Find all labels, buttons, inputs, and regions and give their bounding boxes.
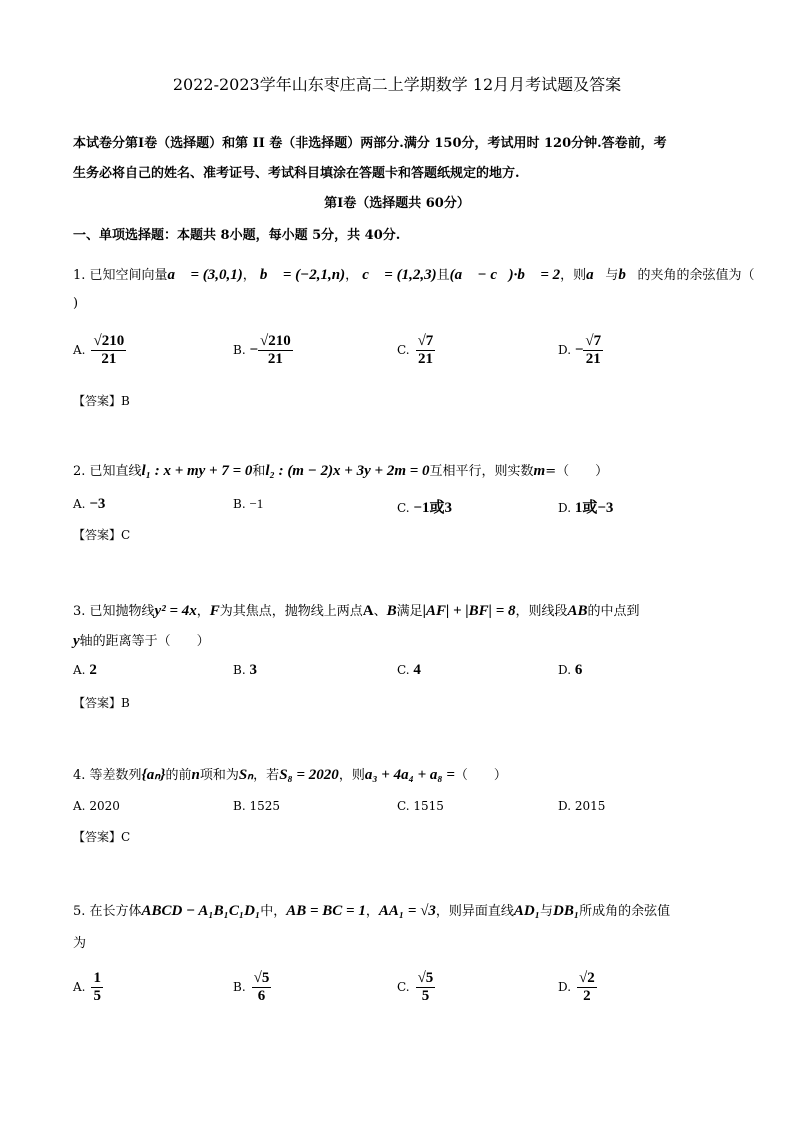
q-text: 4. 等差数列 xyxy=(73,768,142,783)
option-value: 1525 xyxy=(249,799,281,813)
math: DB₁ xyxy=(553,903,580,919)
option-label: D. xyxy=(558,980,572,994)
option-b xyxy=(233,496,263,512)
option-d xyxy=(558,496,613,517)
denominator: 21 xyxy=(101,351,117,367)
question-4-line-1 xyxy=(73,764,507,784)
option-value: 2 xyxy=(89,662,97,678)
math: b⃗ = (−2,1,n) xyxy=(259,267,346,283)
q-text: ，若 xyxy=(253,768,280,783)
option-label: D. xyxy=(558,501,572,515)
math: m xyxy=(533,463,546,479)
math: (a⃗ − c⃗)·b⃗ = 2 xyxy=(449,267,561,283)
numerator: √7 xyxy=(417,333,434,349)
numerator: √210 xyxy=(93,333,125,349)
q-text: 5. 在长方体 xyxy=(73,904,142,919)
option-label: B. xyxy=(233,663,246,677)
denominator: 5 xyxy=(93,988,101,1004)
q-text: ，则 xyxy=(560,268,587,283)
option-b xyxy=(233,970,271,1005)
option-label: C. xyxy=(397,663,410,677)
fraction xyxy=(577,970,597,1005)
math: {aₙ} xyxy=(141,767,166,783)
math: a⃗ = (3,0,1) xyxy=(167,267,243,283)
q-text: ， xyxy=(345,268,359,283)
q-text: 且 xyxy=(436,268,450,283)
q-text: ， xyxy=(196,604,210,619)
option-label: A. xyxy=(73,663,86,677)
question-5-line-1 xyxy=(73,900,670,920)
math: l₂ : (m − 2)x + 3y + 2m = 0 xyxy=(265,463,430,479)
answer: 【答案】B xyxy=(73,394,130,408)
question-1-line-2: ) xyxy=(73,296,79,311)
option-d xyxy=(558,333,603,368)
option-label: B. xyxy=(233,980,246,994)
numerator: √5 xyxy=(417,970,434,986)
part-heading: 一、单项选择题：本题共 8小题，每小题 5分，共 40分. xyxy=(73,228,401,243)
q-text: ，则异面直线 xyxy=(435,904,514,919)
numerator: √5 xyxy=(253,970,270,986)
q-text: 、 xyxy=(373,604,387,619)
option-value: 6 xyxy=(574,662,583,678)
option-c xyxy=(397,333,435,368)
option-value: −3 xyxy=(89,496,106,512)
option-a xyxy=(73,970,103,1005)
math: B xyxy=(386,603,397,619)
math: AA₁ = √3 xyxy=(378,903,436,919)
q-text: ，则 xyxy=(338,768,365,783)
option-c xyxy=(397,799,444,813)
math: y xyxy=(73,633,80,649)
fraction xyxy=(252,970,272,1005)
option-a xyxy=(73,496,105,513)
option-b xyxy=(233,662,257,679)
option-label: D. xyxy=(558,799,572,813)
option-value: −1 xyxy=(249,496,264,511)
math: AB = BC = 1 xyxy=(286,903,366,919)
denominator: 21 xyxy=(417,351,433,367)
intro-line-1: 本试卷分第Ⅰ卷（选择题）和第 II 卷（非选择题）两部分.满分 150分，考试用时 120分钟.答卷前，考 xyxy=(73,136,667,151)
q-text: 1. 已知空间向量 xyxy=(73,268,168,283)
math: AD₁ xyxy=(513,903,540,919)
q-text: 所成角的余弦值 xyxy=(579,904,671,919)
option-d xyxy=(558,662,582,679)
math: a⃗ xyxy=(586,267,606,283)
math: a₃ + 4a₄ + a₈ = xyxy=(364,767,455,783)
math: |AF| + |BF| = 8 xyxy=(422,603,516,619)
option-c xyxy=(397,496,452,517)
fraction xyxy=(91,970,103,1005)
numerator: √210 xyxy=(260,333,291,349)
q-text: =（ ） xyxy=(545,464,609,479)
option-value: 2020 xyxy=(89,799,120,813)
option-a xyxy=(73,799,120,813)
option-label: B. xyxy=(233,343,246,357)
option-a xyxy=(73,333,126,368)
q-text: 的夹角的余弦值为（ xyxy=(637,268,755,283)
option-label: B. xyxy=(233,497,246,511)
document-title: 2022-2023学年山东枣庄高二上学期数学 12月月考试题及答案 xyxy=(172,75,622,94)
denominator: 2 xyxy=(583,988,591,1004)
option-label: C. xyxy=(397,799,410,813)
question-2-line-1 xyxy=(73,460,608,480)
q-text: ， xyxy=(365,904,379,919)
math: y² = 4x xyxy=(154,603,197,619)
question-1-line-1 xyxy=(73,264,755,284)
option-value: 4 xyxy=(413,662,421,678)
q-text: 中， xyxy=(260,904,287,919)
question-3-line-1 xyxy=(73,600,640,620)
question-3-line-2 xyxy=(73,630,210,650)
option-label: D. xyxy=(558,663,572,677)
math: Sₙ xyxy=(238,767,254,783)
option-value: 1515 xyxy=(413,799,444,813)
fraction xyxy=(416,970,436,1005)
math: AB xyxy=(567,603,588,619)
q-text: 的前 xyxy=(165,768,192,783)
option-a xyxy=(73,662,97,679)
numerator: 1 xyxy=(93,970,101,986)
math: b⃗ xyxy=(618,267,638,283)
answer: 【答案】C xyxy=(73,528,131,542)
option-value: 2015 xyxy=(574,799,606,813)
numerator: √7 xyxy=(585,333,602,349)
option-d xyxy=(558,970,597,1005)
q-text: 和 xyxy=(252,464,266,479)
option-label: C. xyxy=(397,980,410,994)
q-text: 的中点到 xyxy=(587,604,640,619)
option-value: 3 xyxy=(249,662,257,678)
option-b xyxy=(233,799,280,813)
denominator: 21 xyxy=(267,351,283,367)
q-text: 为其焦点，抛物线上两点 xyxy=(219,604,363,619)
option-c xyxy=(397,970,435,1005)
q-text: ，则线段 xyxy=(515,604,568,619)
option-label: C. xyxy=(397,343,410,357)
section-title: 第Ⅰ卷（选择题共 60分） xyxy=(324,196,470,211)
option-c xyxy=(397,662,421,679)
q-text: 3. 已知抛物线 xyxy=(73,604,155,619)
q-text: 项和为 xyxy=(199,768,239,783)
denominator: 6 xyxy=(257,988,266,1004)
q-text: 2. 已知直线 xyxy=(73,464,142,479)
answer: 【答案】B xyxy=(73,696,130,710)
denominator: 5 xyxy=(421,988,430,1004)
option-label: C. xyxy=(397,501,410,515)
q-text: 满足 xyxy=(396,604,423,619)
option-label: A. xyxy=(73,497,86,511)
math: S₈ = 2020 xyxy=(279,767,339,783)
q-text: 互相平行，则实数 xyxy=(429,464,534,479)
option-label: A. xyxy=(73,980,86,994)
option-label: A. xyxy=(73,343,86,357)
option-label: D. xyxy=(558,343,572,357)
fraction xyxy=(91,333,126,368)
math: A xyxy=(362,603,374,619)
q-text: ， xyxy=(242,268,256,283)
q-text: （ ） xyxy=(454,768,507,783)
fraction xyxy=(583,333,603,368)
math: F xyxy=(209,603,220,619)
intro-line-2: 生务必将自己的姓名、准考证号、考试科目填涂在答题卡和答题纸规定的地方. xyxy=(73,166,520,181)
option-label: A. xyxy=(73,799,86,813)
option-d xyxy=(558,799,605,813)
option-value: −1或3 xyxy=(413,500,452,516)
sign: − xyxy=(249,342,259,358)
question-5-line-2: 为 xyxy=(73,936,87,951)
math: n xyxy=(191,767,200,783)
denominator: 21 xyxy=(585,351,601,367)
option-value: 1或−3 xyxy=(574,500,614,516)
answer: 【答案】C xyxy=(73,830,131,844)
q-text: 与 xyxy=(605,268,619,283)
numerator: √2 xyxy=(579,970,595,986)
q-text: 轴的距离等于（ ） xyxy=(79,634,210,649)
option-b xyxy=(233,333,293,368)
option-label: B. xyxy=(233,799,246,813)
fraction xyxy=(258,333,293,368)
sign: − xyxy=(574,342,584,358)
q-text: 与 xyxy=(539,904,553,919)
fraction xyxy=(416,333,436,368)
math: l₁ : x + my + 7 = 0 xyxy=(141,463,253,479)
math: c⃗ = (1,2,3) xyxy=(362,267,437,283)
math: ABCD − A₁B₁C₁D₁ xyxy=(141,903,261,919)
